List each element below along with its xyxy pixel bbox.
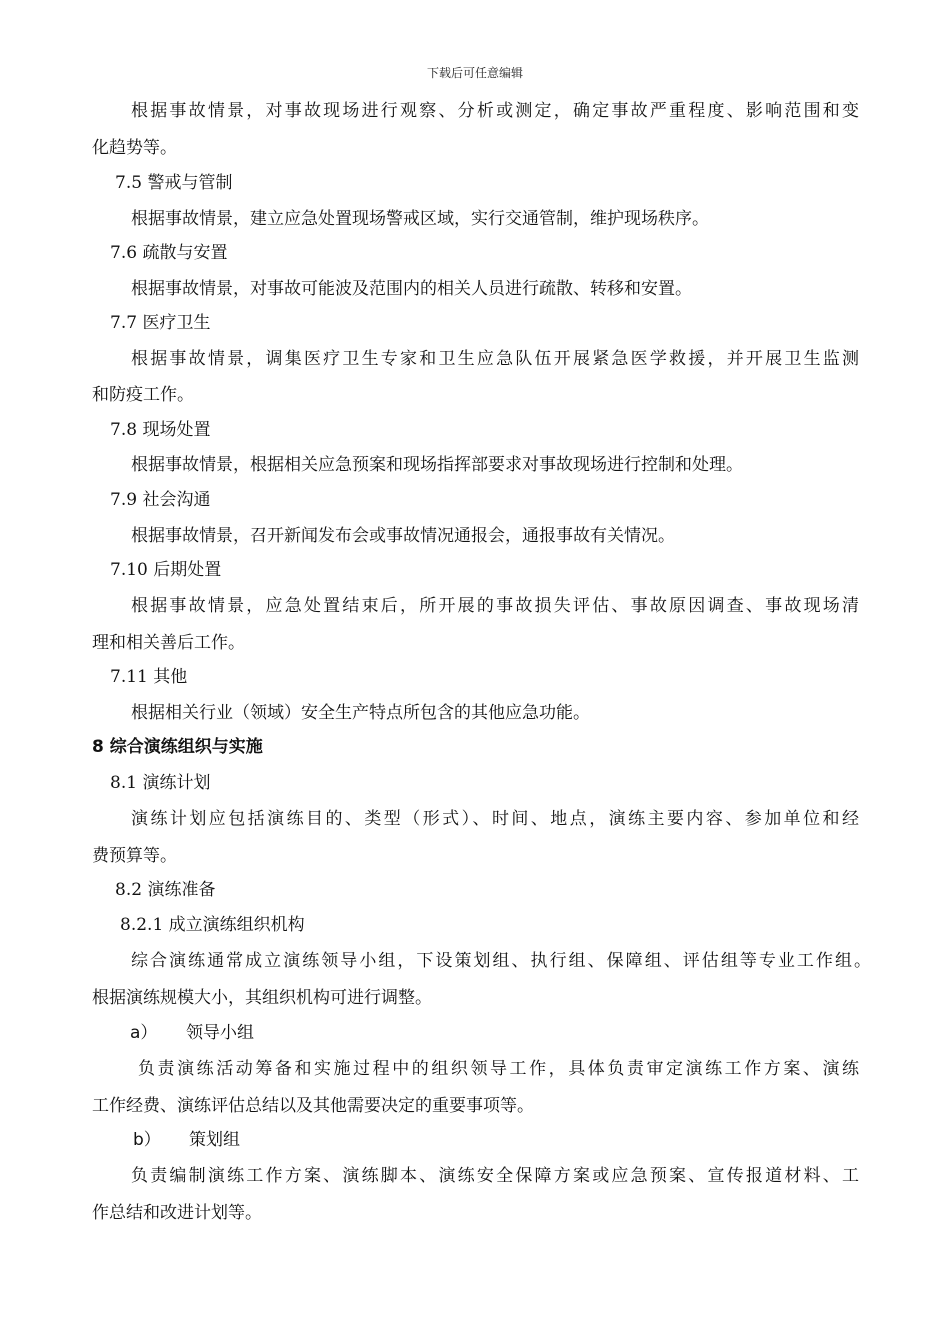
list-text-b: 策划组 xyxy=(189,1130,240,1150)
section-heading-8-1: 8.1 演练计划 xyxy=(110,773,211,793)
section-heading-7-7: 7.7 医疗卫生 xyxy=(110,313,211,333)
section-heading-8-2-1: 8.2.1 成立演练组织机构 xyxy=(120,915,305,935)
section-heading-7-8: 7.8 现场处置 xyxy=(110,420,211,440)
list-item-b xyxy=(133,1129,240,1151)
paragraph-line: 和防疫工作。 xyxy=(92,385,194,405)
paragraph-line: 工作经费、演练评估总结以及其他需要决定的重要事项等。 xyxy=(92,1096,534,1116)
paragraph-line: 根据事故情景，对事故现场进行观察、分析或测定，确定事故严重程度、影响范围和变 xyxy=(131,101,859,121)
section-heading-7-11: 7.11 其他 xyxy=(110,667,188,687)
paragraph-line: 理和相关善后工作。 xyxy=(92,633,245,653)
chapter-heading-8: 8 综合演练组织与实施 xyxy=(92,737,263,757)
section-heading-8-2: 8.2 演练准备 xyxy=(115,880,216,900)
paragraph-line: 根据事故情景，调集医疗卫生专家和卫生应急队伍开展紧急医学救援，并开展卫生监测 xyxy=(131,349,859,369)
page-header: 下载后可任意编辑 xyxy=(426,66,523,80)
paragraph-line: 负责演练活动筹备和实施过程中的组织领导工作，具体负责审定演练工作方案、演练 xyxy=(138,1059,859,1079)
paragraph-line: 演练计划应包括演练目的、类型（形式）、时间、地点，演练主要内容、参加单位和经 xyxy=(131,809,859,829)
paragraph-line: 根据演练规模大小，其组织机构可进行调整。 xyxy=(92,988,432,1008)
list-label-b: b） xyxy=(133,1130,161,1150)
list-label-a: a） xyxy=(130,1023,158,1043)
section-heading-7-10: 7.10 后期处置 xyxy=(110,560,222,580)
paragraph-line: 根据事故情景，根据相关应急预案和现场指挥部要求对事故现场进行控制和处理。 xyxy=(131,455,743,475)
paragraph-line: 化趋势等。 xyxy=(92,138,177,158)
section-heading-7-9: 7.9 社会沟通 xyxy=(110,490,211,510)
section-heading-7-5: 7.5 警戒与管制 xyxy=(115,173,233,193)
list-text-a: 领导小组 xyxy=(186,1023,254,1043)
paragraph-line: 根据事故情景，建立应急处置现场警戒区域，实行交通管制，维护现场秩序。 xyxy=(131,209,709,229)
paragraph-line: 根据事故情景，召开新闻发布会或事故情况通报会，通报事故有关情况。 xyxy=(131,526,675,546)
paragraph-line: 根据事故情景，应急处置结束后，所开展的事故损失评估、事故原因调查、事故现场清 xyxy=(131,596,859,616)
paragraph-line: 根据事故情景，对事故可能波及范围内的相关人员进行疏散、转移和安置。 xyxy=(131,279,692,299)
section-heading-7-6: 7.6 疏散与安置 xyxy=(110,243,228,263)
paragraph-line: 根据相关行业（领域）安全生产特点所包含的其他应急功能。 xyxy=(131,703,590,723)
paragraph-line: 负责编制演练工作方案、演练脚本、演练安全保障方案或应急预案、宣传报道材料、工 xyxy=(131,1166,859,1186)
list-item-a xyxy=(130,1022,254,1044)
paragraph-line: 综合演练通常成立演练领导小组，下设策划组、执行组、保障组、评估组等专业工作组。 xyxy=(131,951,871,971)
paragraph-line: 费预算等。 xyxy=(92,846,177,866)
paragraph-line: 作总结和改进计划等。 xyxy=(92,1203,262,1223)
